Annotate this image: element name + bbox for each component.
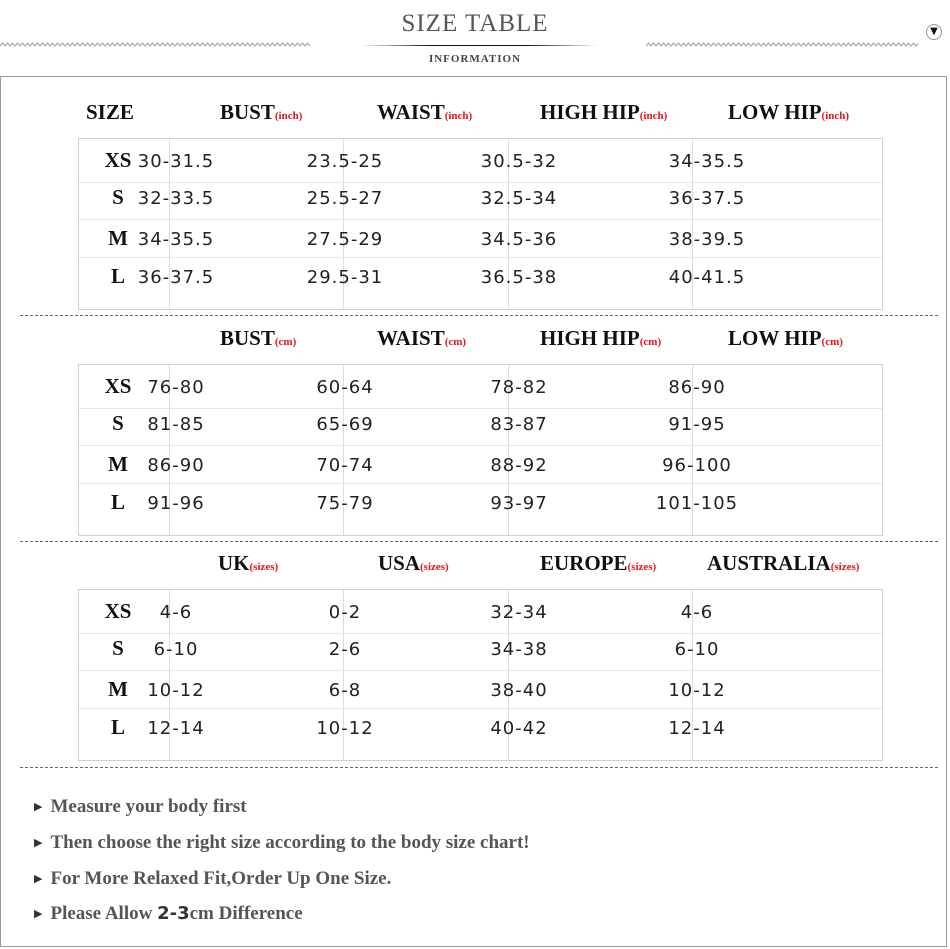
note-item: ▶ For More Relaxed Fit,Order Up One Size. <box>34 868 392 889</box>
table-cell: 10-12 <box>147 680 205 701</box>
column-header-unit: (sizes) <box>627 561 657 573</box>
table-cell: 27.5-29 <box>306 229 384 250</box>
table-cell: 12-14 <box>147 718 205 739</box>
column-header-label: WAIST <box>377 100 445 124</box>
triangle-bullet-icon: ▶ <box>34 907 43 920</box>
section-divider <box>20 541 938 542</box>
column-header-label: UK <box>218 551 250 575</box>
header <box>0 0 950 76</box>
size-column-header: SIZE <box>86 100 134 124</box>
table-cell: 32.5-34 <box>480 188 558 209</box>
table-cell: 29.5-31 <box>306 267 384 288</box>
size-label: XS <box>104 374 132 398</box>
column-header-label: USA <box>378 551 421 575</box>
table-cell: 86-90 <box>668 377 726 398</box>
table-cell: 96-100 <box>662 455 732 476</box>
column-header <box>220 326 296 351</box>
column-header-label: LOW HIP <box>728 100 822 124</box>
table-cell: 4-6 <box>159 602 193 623</box>
column-header-unit: (sizes) <box>420 561 449 573</box>
table-cell: 25.5-27 <box>306 188 384 209</box>
page-subtitle: INFORMATION <box>428 53 522 65</box>
table-cell: 38-40 <box>490 680 548 701</box>
row-divider <box>79 445 882 446</box>
table-cell: 75-79 <box>316 493 374 514</box>
table-cell: 81-85 <box>147 414 205 435</box>
column-header-unit: (cm) <box>274 336 297 348</box>
size-label: S <box>112 411 124 435</box>
column-header-unit: (sizes) <box>830 561 860 573</box>
note-item: ▶ Then choose the right size according to the body size chart! <box>34 832 530 853</box>
table-cell: 36-37.5 <box>137 267 215 288</box>
column-header <box>540 100 667 125</box>
row-divider <box>79 408 882 409</box>
column-header-label: EUROPE <box>540 551 628 575</box>
size-label: L <box>110 715 125 739</box>
table-cell: 30.5-32 <box>480 151 558 172</box>
table-cell: 86-90 <box>147 455 205 476</box>
column-header <box>728 326 843 351</box>
column-header <box>378 551 449 576</box>
table-cell: 30-31.5 <box>137 151 215 172</box>
table-cell: 93-97 <box>490 493 548 514</box>
column-header <box>707 551 859 576</box>
table-cell: 32-34 <box>490 602 548 623</box>
table-cell: 23.5-25 <box>306 151 384 172</box>
zigzag-decoration-left <box>0 42 310 48</box>
table-cell: 6-10 <box>674 639 720 660</box>
page-title: SIZE TABLE <box>401 10 549 37</box>
chevron-down-icon[interactable]: ▼ <box>926 24 942 40</box>
row-divider <box>79 708 882 709</box>
size-label: S <box>112 636 124 660</box>
column-header-label: AUSTRALIA <box>707 551 831 575</box>
size-label: L <box>110 264 125 288</box>
column-header <box>220 100 302 125</box>
column-header <box>728 100 849 125</box>
size-label: M <box>108 677 128 701</box>
zigzag-decoration-right <box>646 42 918 48</box>
column-header-unit: (inch) <box>821 110 850 122</box>
column-header <box>218 551 278 576</box>
table-cell: 10-12 <box>668 680 726 701</box>
table-cell: 78-82 <box>490 377 548 398</box>
column-header <box>377 100 472 125</box>
column-header-label: HIGH HIP <box>540 100 640 124</box>
column-header-unit: (inch) <box>639 110 668 122</box>
size-label: L <box>110 490 125 514</box>
table-cell: 83-87 <box>490 414 548 435</box>
column-header-label: WAIST <box>377 326 445 350</box>
row-divider <box>79 257 882 258</box>
title-divider <box>360 45 598 46</box>
column-header <box>540 551 656 576</box>
table-cell: 91-96 <box>147 493 205 514</box>
table-cell: 0-2 <box>328 602 362 623</box>
column-header-unit: (cm) <box>444 336 467 348</box>
table-cell: 101-105 <box>655 493 739 514</box>
size-label: XS <box>104 148 132 172</box>
note-item: ▶ Please Allow 2-3cm Difference <box>34 903 303 924</box>
table-cell: 32-33.5 <box>137 188 215 209</box>
note-item: ▶ Measure your body first <box>34 796 247 817</box>
table-cell: 91-95 <box>668 414 726 435</box>
table-cell: 38-39.5 <box>668 229 746 250</box>
triangle-bullet-icon: ▶ <box>34 836 43 849</box>
table-cell: 6-8 <box>328 680 362 701</box>
section-divider <box>20 767 938 768</box>
table-cell: 40-42 <box>490 718 548 739</box>
table-cell: 34.5-36 <box>480 229 558 250</box>
triangle-bullet-icon: ▶ <box>34 800 43 813</box>
triangle-bullet-icon: ▶ <box>34 872 43 885</box>
table-cell: 34-35.5 <box>668 151 746 172</box>
table-cell: 40-41.5 <box>668 267 746 288</box>
row-divider <box>79 483 882 484</box>
table-cell: 34-35.5 <box>137 229 215 250</box>
column-header <box>540 326 661 351</box>
column-header <box>377 326 466 351</box>
table-cell: 6-10 <box>153 639 199 660</box>
row-divider <box>79 182 882 183</box>
size-label: M <box>108 226 128 250</box>
table-cell: 2-6 <box>328 639 362 660</box>
table-cell: 12-14 <box>668 718 726 739</box>
column-header-label: BUST <box>220 326 275 350</box>
table-cell: 34-38 <box>490 639 548 660</box>
row-divider <box>79 633 882 634</box>
row-divider <box>79 670 882 671</box>
table-cell: 4-6 <box>680 602 714 623</box>
column-header-unit: (cm) <box>821 336 843 348</box>
section-divider <box>20 315 938 316</box>
column-header-unit: (sizes) <box>249 561 279 573</box>
table-cell: 76-80 <box>147 377 205 398</box>
column-header-label: LOW HIP <box>728 326 822 350</box>
column-header-label: BUST <box>220 100 275 124</box>
table-cell: 88-92 <box>490 455 548 476</box>
row-divider <box>79 219 882 220</box>
table-cell: 36.5-38 <box>480 267 558 288</box>
column-header-unit: (cm) <box>639 336 662 348</box>
column-header-unit: (inch) <box>444 110 473 122</box>
table-cell: 70-74 <box>316 455 374 476</box>
column-header-label: HIGH HIP <box>540 326 640 350</box>
table-cell: 60-64 <box>316 377 374 398</box>
size-label: M <box>108 452 128 476</box>
table-cell: 36-37.5 <box>668 188 746 209</box>
size-label: S <box>112 185 124 209</box>
column-header-unit: (inch) <box>274 110 303 122</box>
size-label: XS <box>104 599 132 623</box>
table-cell: 65-69 <box>316 414 374 435</box>
table-cell: 10-12 <box>316 718 374 739</box>
